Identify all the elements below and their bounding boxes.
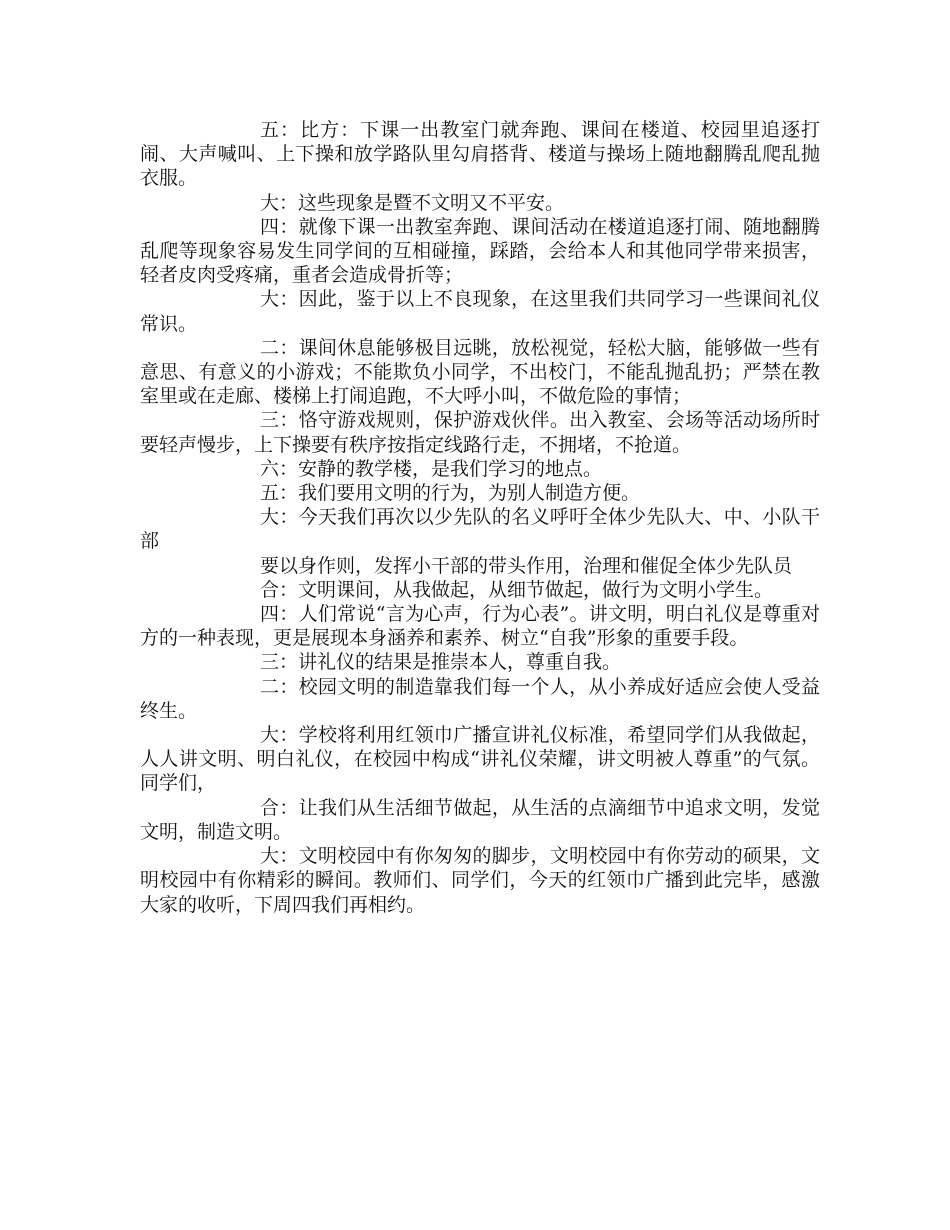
paragraph: 三：讲礼仪的结果是推崇本人，尊重自我。 bbox=[260, 651, 622, 674]
paragraph: 五：我们要用文明的行为，为别人制造方便。 bbox=[260, 482, 641, 505]
paragraph: 大：文明校园中有你匆匆的脚步，文明校园中有你劳动的硕果，文明校园中有你精彩的瞬间。教师们、同学们，今天的红领巾广播到此完毕，感激大家的收听，下周四我们再相约。 bbox=[140, 845, 820, 916]
paragraph: 四：人们常说“言为心声，行为心表”。讲文明，明白礼仪是尊重对方的一种表现，更是展现本身涵养和素养、树立“自我”形象的重要手段。 bbox=[140, 603, 820, 650]
paragraph: 二：课间休息能够极目远眺，放松视觉，轻松大脑，能够做一些有意思、有意义的小游戏；不能欺负小同学，不出校门，不能乱抛乱扔；严禁在教室里或在走廊、楼梯上打闹追跑，不大呼小叫，不做危险的事情； bbox=[140, 336, 820, 408]
paragraph: 三：恪守游戏规则，保护游戏伙伴。出入教室、会场等活动场所时要轻声慢步，上下操要有秩序按指定线路行走，不拥堵，不抢道。 bbox=[140, 409, 820, 456]
paragraph: 五：比方：下课一出教室门就奔跑、课间在楼道、校园里追逐打闹、大声喊叫、上下操和放学路队里勾肩搭背、楼道与操场上随地翻腾乱爬乱抛衣服。 bbox=[140, 119, 820, 190]
paragraph: 四：就像下课一出教室奔跑、课间活动在楼道追逐打闹、随地翻腾乱爬等现象容易发生同学间的互相碰撞，踩踏，会给本人和其他同学带来损害，轻者皮肉受疼痛，重者会造成骨折等； bbox=[140, 215, 820, 287]
document-body bbox=[140, 118, 820, 917]
paragraph: 大：这些现象是暨不文明又不平安。 bbox=[260, 191, 565, 214]
paragraph: 大：学校将利用红领巾广播宣讲礼仪标准，希望同学们从我做起，人人讲文明、明白礼仪，在校园中构成“讲礼仪荣耀，讲文明被人尊重”的气氛。同学们， bbox=[140, 724, 820, 795]
paragraph: 二：校园文明的制造靠我们每一个人，从小养成好适应会使人受益终生。 bbox=[140, 675, 820, 722]
paragraph: 六：安静的教学楼，是我们学习的地点。 bbox=[260, 457, 603, 480]
paragraph: 合：让我们从生活细节做起，从生活的点滴细节中追求文明，发觉文明，制造文明。 bbox=[140, 796, 820, 843]
paragraph: 合：文明课间，从我做起，从细节做起，做行为文明小学生。 bbox=[260, 578, 774, 601]
paragraph: 大：因此，鉴于以上不良现象，在这里我们共同学习一些课间礼仪常识。 bbox=[140, 288, 820, 335]
paragraph: 要以身作则，发挥小干部的带头作用，治理和催促全体少先队员 bbox=[260, 554, 793, 577]
paragraph: 大：今天我们再次以少先队的名义呼吁全体少先队大、中、小队干部 bbox=[140, 506, 820, 553]
